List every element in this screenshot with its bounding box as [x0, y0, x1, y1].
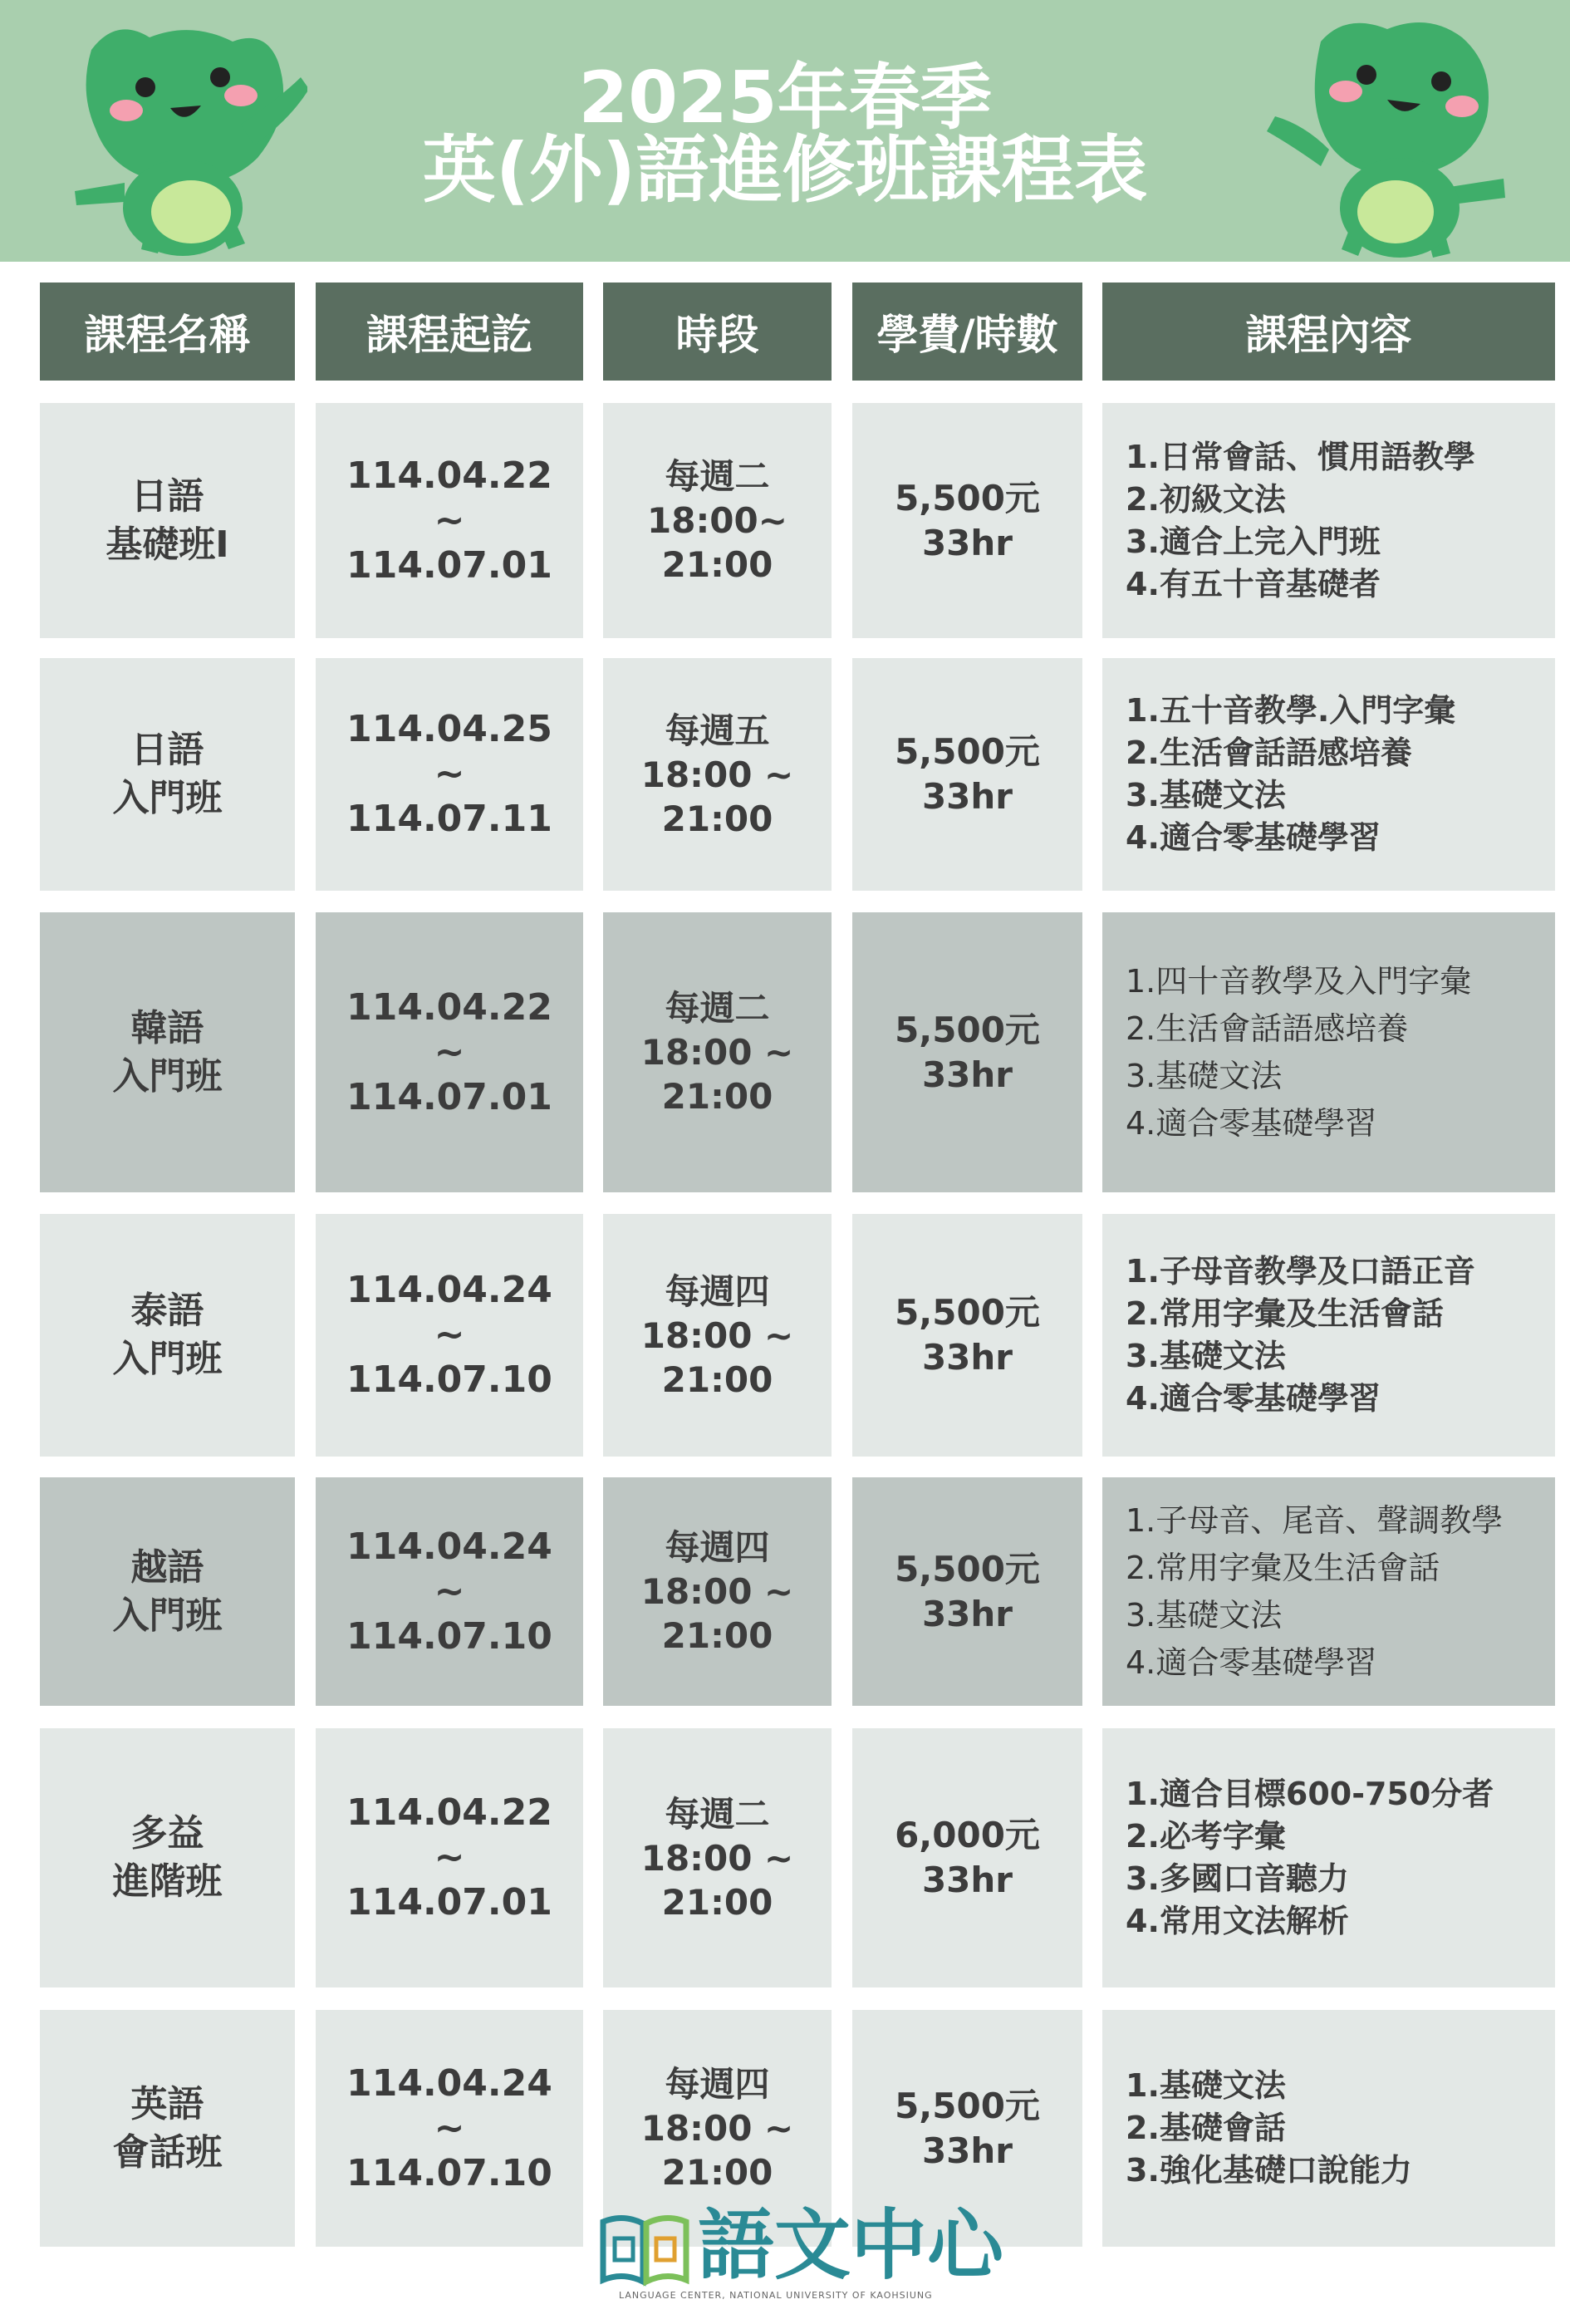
course-dates: 114.04.25 ~ 114.07.11 [316, 658, 583, 891]
course-name: 日語 基礎班I [40, 403, 295, 638]
course-fee: 5,500元 33hr [852, 912, 1082, 1192]
course-time: 每週四 18:00 ~ 21:00 [603, 1214, 832, 1457]
logo-subtitle: LANGUAGE CENTER, NATIONAL UNIVERSITY OF KAOHSIUNG [619, 2290, 933, 2301]
course-fee: 5,500元 33hr [852, 2010, 1082, 2247]
course-time: 每週二 18:00 ~ 21:00 [603, 1728, 832, 1987]
page-title-line1: 2025年春季 [578, 57, 992, 140]
course-content: 1.基礎文法 2.基礎會話 3.強化基礎口說能力 [1102, 2010, 1555, 2247]
book-logo-icon [598, 2210, 691, 2287]
course-fee: 6,000元 33hr [852, 1728, 1082, 1987]
header-fee-hours: 學費/時數 [852, 283, 1082, 381]
course-content: 1.子母音、尾音、聲調教學 2.常用字彙及生活會話 3.基礎文法 4.適合零基礎學習 [1102, 1477, 1555, 1706]
course-name: 泰語 入門班 [40, 1214, 295, 1457]
course-time: 每週二 18:00~ 21:00 [603, 403, 832, 638]
course-dates: 114.04.22 ~ 114.07.01 [316, 912, 583, 1192]
course-time: 每週五 18:00 ~ 21:00 [603, 658, 832, 891]
course-content: 1.適合目標600-750分者 2.必考字彙 3.多國口音聽力 4.常用文法解析 [1102, 1728, 1555, 1987]
course-name: 多益 進階班 [40, 1728, 295, 1987]
header-course-dates: 課程起訖 [316, 283, 583, 381]
course-fee: 5,500元 33hr [852, 403, 1082, 638]
course-time: 每週二 18:00 ~ 21:00 [603, 912, 832, 1192]
course-name: 英語 會話班 [40, 2010, 295, 2247]
page-title-line2: 英(外)語進修班課程表 [422, 127, 1148, 213]
course-dates: 114.04.22 ~ 114.07.01 [316, 403, 583, 638]
header-time-slot: 時段 [603, 283, 832, 381]
course-dates: 114.04.24 ~ 114.07.10 [316, 1214, 583, 1457]
course-fee: 5,500元 33hr [852, 1477, 1082, 1706]
course-content: 1.五十音教學.入門字彙 2.生活會話語感培養 3.基礎文法 4.適合零基礎學習 [1102, 658, 1555, 891]
course-dates: 114.04.22 ~ 114.07.01 [316, 1728, 583, 1987]
course-time: 每週四 18:00 ~ 21:00 [603, 1477, 832, 1706]
course-content: 1.子母音教學及口語正音 2.常用字彙及生活會話 3.基礎文法 4.適合零基礎學習 [1102, 1214, 1555, 1457]
language-center-logo [598, 2200, 1004, 2308]
course-fee: 5,500元 33hr [852, 1214, 1082, 1457]
course-time: 每週四 18:00 ~ 21:00 [603, 2010, 832, 2247]
course-name: 韓語 入門班 [40, 912, 295, 1192]
course-fee: 5,500元 33hr [852, 658, 1082, 891]
course-name: 日語 入門班 [40, 658, 295, 891]
logo-title: 語文中心 [698, 2201, 1004, 2290]
header-course-content: 課程內容 [1102, 283, 1555, 381]
course-dates: 114.04.24 ~ 114.07.10 [316, 2010, 583, 2247]
course-content: 1.四十音教學及入門字彙 2.生活會話語感培養 3.基礎文法 4.適合零基礎學習 [1102, 912, 1555, 1192]
course-dates: 114.04.24 ~ 114.07.10 [316, 1477, 583, 1706]
header-course-name: 課程名稱 [40, 283, 295, 381]
course-content: 1.日常會話、慣用語教學 2.初級文法 3.適合上完入門班 4.有五十音基礎者 [1102, 403, 1555, 638]
course-name: 越語 入門班 [40, 1477, 295, 1706]
